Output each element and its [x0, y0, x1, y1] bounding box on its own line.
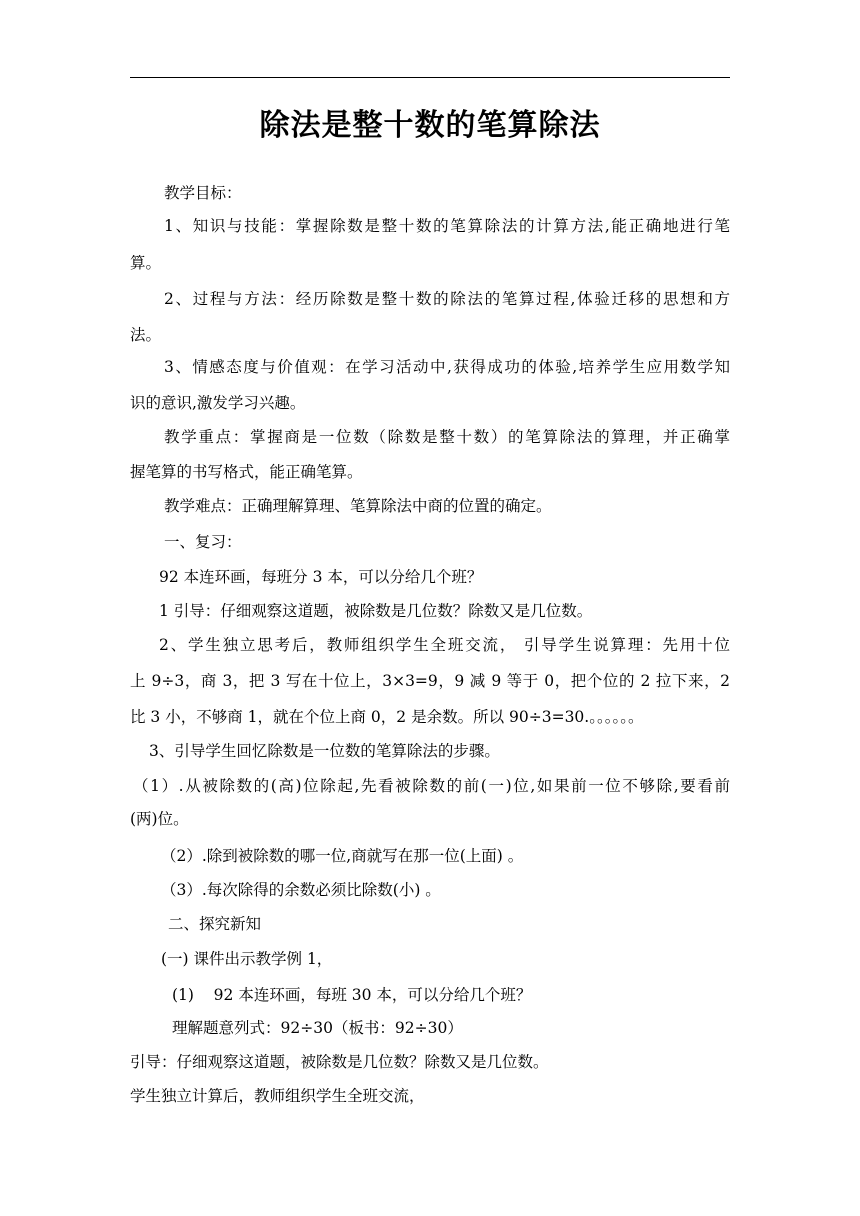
text-line: 2、过程与方法：经历除数是整十数的除法的笔算过程,体验迁移的思想和方 — [164, 290, 730, 308]
text-line: 学生独立计算后，教师组织学生全班交流， — [130, 1087, 425, 1105]
text-line: 理解题意列式：92÷30（板书：92÷30） — [172, 1019, 463, 1037]
text-line: 一、复习： — [164, 533, 242, 551]
text-line: 握笔算的书写格式，能正确笔算。 — [130, 463, 363, 481]
text-line: 上 9÷3，商 3，把 3 写在十位上，3×3=9，9 减 9 等于 0，把个位的 2 拉下来，2 — [130, 672, 730, 690]
document-title: 除法是整十数的笔算除法 — [259, 108, 601, 143]
text-line: 识的意识,激发学习兴趣。 — [130, 394, 306, 412]
text-line: （3）.每次除得的余数必须比除数(小) 。 — [161, 881, 441, 899]
text-line: 2、学生独立思考后，教师组织学生全班交流， 引导学生说算理：先用十位 — [159, 636, 730, 654]
text-line: (1) 92 本连环画，每班 30 本，可以分给几个班？ — [172, 986, 532, 1004]
text-line: (两)位。 — [130, 810, 189, 828]
text-line: 算。 — [130, 254, 162, 272]
text-line: (一) 课件出示教学例 1， — [161, 950, 333, 968]
text-line: （1）.从被除数的(高)位除起,先看被除数的前(一)位,如果前一位不够除,要看前 — [133, 777, 730, 795]
text-line: 3、情感态度与价值观：在学习活动中,获得成功的体验,培养学生应用数学知 — [164, 358, 730, 376]
text-line: 1、知识与技能：掌握除数是整十数的笔算除法的计算方法,能正确地进行笔 — [164, 217, 730, 235]
text-line: 二、探究新知 — [168, 915, 262, 933]
header-rule — [130, 77, 730, 78]
text-line: 教学重点：掌握商是一位数（除数是整十数）的笔算除法的算理，并正确掌 — [164, 428, 730, 446]
text-line: 1 引导：仔细观察这道题，被除数是几位数？除数又是几位数。 — [159, 602, 593, 620]
text-line: 92 本连环画，每班分 3 本，可以分给几个班？ — [159, 568, 483, 586]
text-line: 教学目标： — [164, 184, 242, 202]
text-line: 引导：仔细观察这道题，被除数是几位数？除数又是几位数。 — [130, 1053, 549, 1071]
text-line: 比 3 小，不够商 1，就在个位上商 0，2 是余数。所以 90÷3=30.。。。。。。 — [130, 708, 644, 726]
text-line: 法。 — [130, 326, 162, 344]
text-line: 3、引导学生回忆除数是一位数的笔算除法的步骤。 — [149, 742, 500, 760]
text-line: 教学难点：正确理解算理、笔算除法中商的位置的确定。 — [164, 497, 552, 515]
text-line: （2）.除到被除数的哪一位,商就写在那一位(上面) 。 — [161, 847, 524, 865]
